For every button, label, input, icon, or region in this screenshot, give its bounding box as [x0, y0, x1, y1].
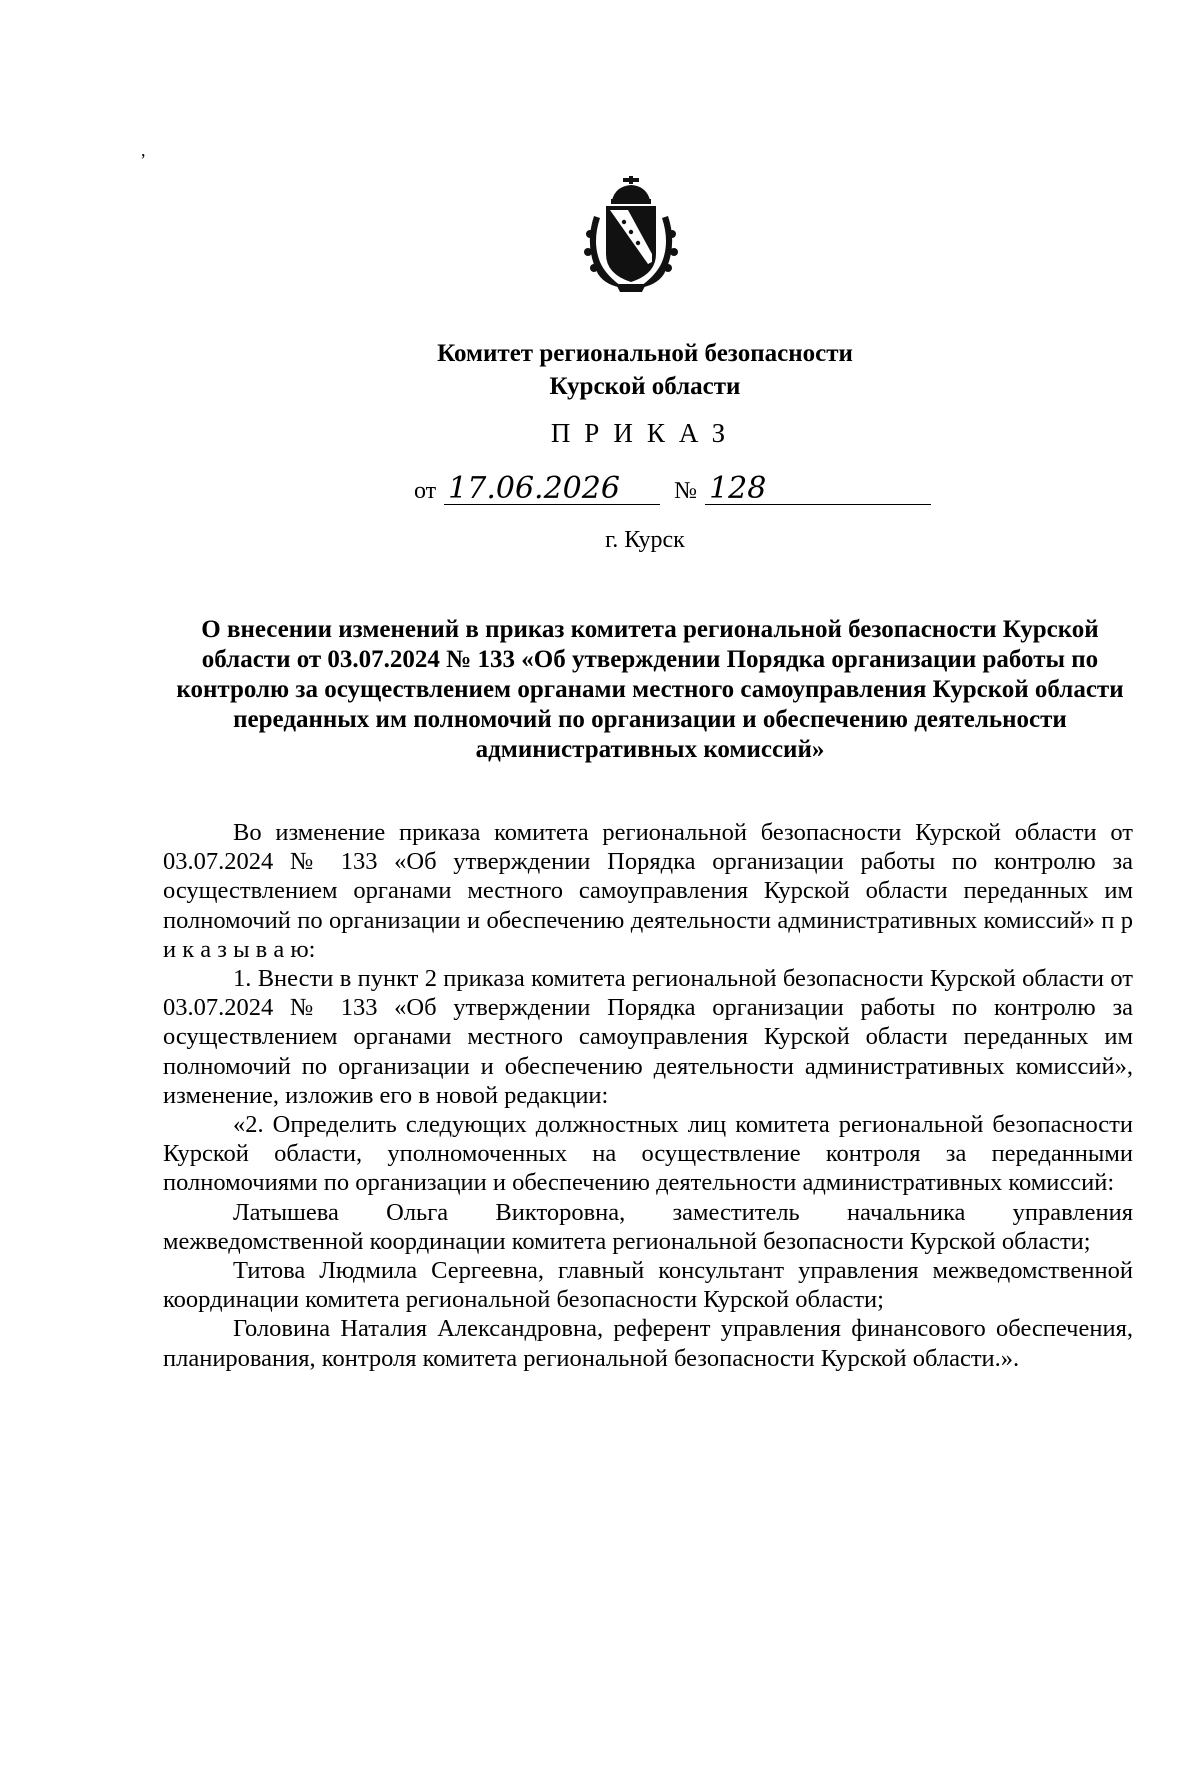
paragraph-item-2: «2. Определить следующих должностных лиц комитета региональной безопасности Курской области, уполномоченных на осуществление контроля за переданными полномочиями по организации и обеспечению деятельности административных комиссий: [163, 1111, 1133, 1197]
paragraph-official-3: Головина Наталия Александровна, референт управления финансового обеспечения, планирования, контроля комитета региональной безопасности Курской области.». [163, 1315, 1133, 1372]
number-handwritten: 128 [705, 474, 931, 505]
kursk-coat-of-arms-icon [576, 176, 686, 296]
document-body [163, 818, 1133, 1373]
date-number-line [414, 471, 931, 506]
document-type: ПРИКАЗ [550, 418, 740, 448]
date-handwritten: 17.06.2026 [444, 474, 660, 505]
organization-name [0, 337, 1200, 403]
document-title: О внесении изменений в приказ комитета региональной безопасности Курской области от 03.07.2024 № 133 «Об утверждении Порядка организации работы по контролю за осуществлением органами местного самоуправления Курской области переданных им полномочий по организации и обеспечению деятельности административных комиссий» [176, 616, 1124, 763]
number-prefix: № [674, 478, 698, 504]
date-prefix: от [414, 478, 437, 504]
scan-mark: , [141, 140, 146, 160]
paragraph-preamble: Во изменение приказа комитета региональной безопасности Курской области от 03.07.2024 № 133 «Об утверждении Порядка организации работы по контролю за осуществлением органами местного самоуправления Курской области переданных им полномочий по организации и обеспечению деятельности административных комиссий» п р и к а з ы в а ю: [163, 819, 1133, 963]
org-line-1: Комитет региональной безопасности [437, 340, 853, 367]
city: г. Курск [605, 527, 685, 553]
paragraph-item-1: 1. Внести в пункт 2 приказа комитета региональной безопасности Курской области от 03.07.2024 № 133 «Об утверждении Порядка организации работы по контролю за осуществлением органами местного самоуправления Курской области переданных им полномочий по организации и обеспечению деятельности административных комиссий», изменение, изложив его в новой редакции: [163, 965, 1133, 1109]
org-line-2: Курской области [549, 373, 741, 400]
paragraph-official-2: Титова Людмила Сергеевна, главный консультант управления межведомственной координации комитета региональной безопасности Курской области; [163, 1257, 1133, 1314]
paragraph-official-1: Латышева Ольга Викторовна, заместитель начальника управления межведомственной координации комитета региональной безопасности Курской области; [163, 1198, 1133, 1255]
